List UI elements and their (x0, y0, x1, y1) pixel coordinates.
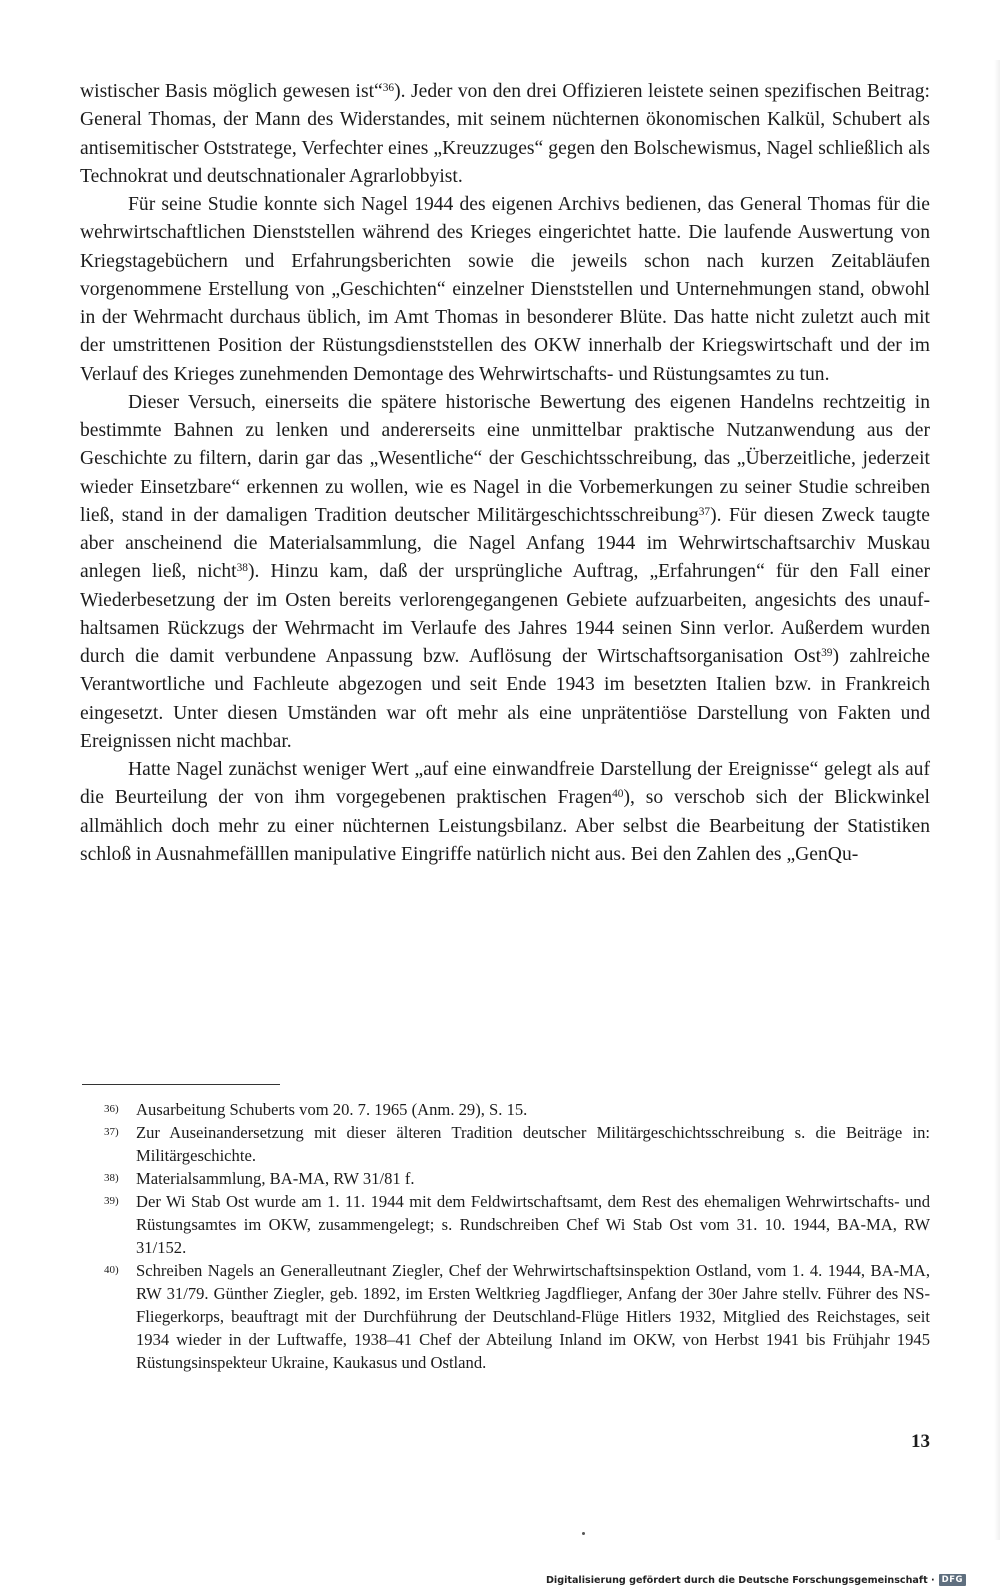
paragraph-text: wistischer Basis möglich gewesen ist“ (80, 81, 383, 102)
page-number: 13 (911, 1431, 930, 1452)
footnote-text: Der Wi Stab Ost wurde am 1. 11. 1944 mit dem Feldwirtschaftsamt, dem Rest des ehemaligen Wehrwirtschafts- und Rüstungsamtes im OKW, zusammengelegt; s. Rundschreiben Chef Wi Stab Ost vom 31. 10. 1944, BA-MA, RW 31/152. (136, 1192, 930, 1257)
paragraph-text: ), so verschob sich der Blickwinkel allmählich doch mehr zu einer nüchternen Leistungsbilanz. Aber selbst die Bearbeitung der Statistiken schloß in Ausnahmefälllen manipulative Eingriffe natürlich nicht aus. Bei den Zahlen des „GenQu- (80, 787, 930, 865)
footnote-reference[interactable]: 36 (382, 81, 395, 94)
footnote-text: Ausarbeitung Schuberts vom 20. 7. 1965 (Anm. 29), S. 15. (136, 1100, 528, 1119)
footnote-marker: 39) (104, 1195, 119, 1207)
footnote-reference[interactable]: 37 (698, 505, 711, 518)
paragraph (80, 78, 930, 191)
footnote-marker: 37) (104, 1126, 119, 1138)
paragraph-text: Dieser Versuch, einerseits die spätere historische Bewertung des eigenen Handelns rechtzeitig in bestimmte Bahnen zu lenken und andererseits eine unmittelbar praktische Nutzanwendung aus der Geschichte zu filtern, darin gar das „Wesentliche“ der Geschichtsschreibung, das „Überzeitliche, jederzeit wieder Einsetzbare“ erkennen zu wollen, wie es Nagel in die Vorbemerkungen zu seiner Studie schreiben ließ, stand in der damaligen Tradition deutscher Militärgeschichtsschreibung (80, 391, 930, 526)
footnote (82, 1259, 930, 1374)
credit-text: Digitalisierung gefördert durch die Deutsche Forschungsgemeinschaft · (545, 1574, 935, 1586)
paragraph-text: ). Jeder von den drei Offizieren leistete seinen spezifischen Beitrag: General Thomas, der Mann des Widerstandes, mit seinem nüchternen ökonomischen Kalkül, Schubert als antisemitischer Oststratege, Verfechter eines „Kreuzzuges“ gegen den Bolschewismus, Nagel schließlich als Technokrat und deutschnationaler Agrarlobbyist. (80, 81, 931, 187)
footnote-marker: 40) (104, 1264, 119, 1276)
paragraph (80, 389, 930, 756)
footnote-reference[interactable]: 40 (612, 788, 624, 800)
paragraph (80, 191, 930, 389)
paragraph-text: ). Für diesen Zweck taugte aber anscheinend die Materialsammlung, die Nagel Anfang 1944 im Wehrwirtschaftsarchiv Muskau anlegen ließ, nicht (80, 504, 930, 583)
footnote-text: Zur Auseinandersetzung mit dieser älteren Tradition deutscher Militärgeschichtsschreibung s. die Beiträge in: Militärgeschichte. (136, 1123, 930, 1165)
footnote-text: Materialsammlung, BA-MA, RW 31/81 f. (136, 1169, 415, 1188)
footnote-text: Schreiben Nagels an Generalleutnant Ziegler, Chef der Wehrwirtschaftsinspektion Ostland, vom 1. 4. 1944, BA-MA, RW 31/79. Günther Ziegler, geb. 1892, im Ersten Weltkrieg Jagdflieger, Anfang der 30er Jahre stellv. Führer des NS-Fliegerkorps, beauftragt mit der Durchführung der Deutschland-Flüge Hitlers 1932, Mitglied des Reichstages, seit 1934 wieder in der Luftwaffe, 1938–41 Chef der Abteilung Inland im OKW, von Herbst 1941 bis Frühjahr 1945 Rüstungsinspekteur Ukraine, Kaukasus und Ostland. (136, 1261, 930, 1372)
footnote (82, 1190, 930, 1259)
footnote-marker: 38) (104, 1172, 119, 1184)
dfg-logo: DFG (939, 1574, 966, 1586)
paragraph-text: Hatte Nagel zunächst weniger Wert „auf eine einwandfreie Darstellung der Ereignisse“ gelegt als auf die Beurteilung der von ihm vorgegebenen praktischen Fragen (80, 759, 930, 809)
footnote (82, 1098, 930, 1121)
digitization-credit (546, 1574, 966, 1586)
footnote-marker: 36) (104, 1103, 119, 1115)
page-edge-shadow (994, 60, 1000, 1540)
footnote-rule (82, 1084, 280, 1085)
footnote-reference[interactable]: 39 (821, 646, 833, 659)
footnote (82, 1167, 930, 1190)
scan-speck (582, 1532, 585, 1535)
footnote (82, 1121, 930, 1167)
footnotes (82, 1098, 930, 1374)
paragraph (80, 756, 930, 869)
paragraph-text: ). Hinzu kam, daß der ursprüngliche Auftrag, „Erfahrungen“ für den Fall einer Wiederbesetzung der im Osten bereits verlorengegangenen Gebiete aufzuarbeiten, angesichts des unaufhaltsamen Rückzugs der Wehrmacht im Verlaufe des Jahres 1944 seinen Sinn verlor. Außerdem wurden durch die damit verbundene Anpassung bzw. Auflösung der Wirtschaftsorganisation Ost (80, 561, 930, 667)
body-text (80, 78, 930, 869)
footnote-reference[interactable]: 38 (236, 562, 248, 574)
paragraph-text: ) zahlreiche Verantwortliche und Fachleute abgezogen und seit Ende 1943 im besetzten Italien bzw. in Frankreich eingesetzt. Unter diesen Umständen war oft mehr als eine unprätentiöse Darstellung von Fakten und Ereignissen nicht machbar. (80, 646, 930, 752)
paragraph-text: Für seine Studie konnte sich Nagel 1944 des eigenen Archivs bedienen, das General Thomas für die wehrwirtschaftlichen Dienststellen während des Krieges eingerichtet hatte. Die laufende Auswertung von Kriegstagebüchern und Erfahrungsberichten sowie die jeweils schon nach kurzen Zeitabläufen vorgenommene Erstellung von „Geschichten“ einzelner Dienststellen und Unternehmungen stand, obwohl in der Wehrmacht durchaus üblich, im Amt Thomas in besonderer Blüte. Das hatte nicht zuletzt auch mit der umstrittenen Position der Rüstungsdienststellen des OKW innerhalb der Kriegswirtschaft und der im Verlauf des Krieges zunehmenden Demontage des Wehrwirtschafts- und Rüstungsamtes zu tun. (80, 194, 930, 385)
